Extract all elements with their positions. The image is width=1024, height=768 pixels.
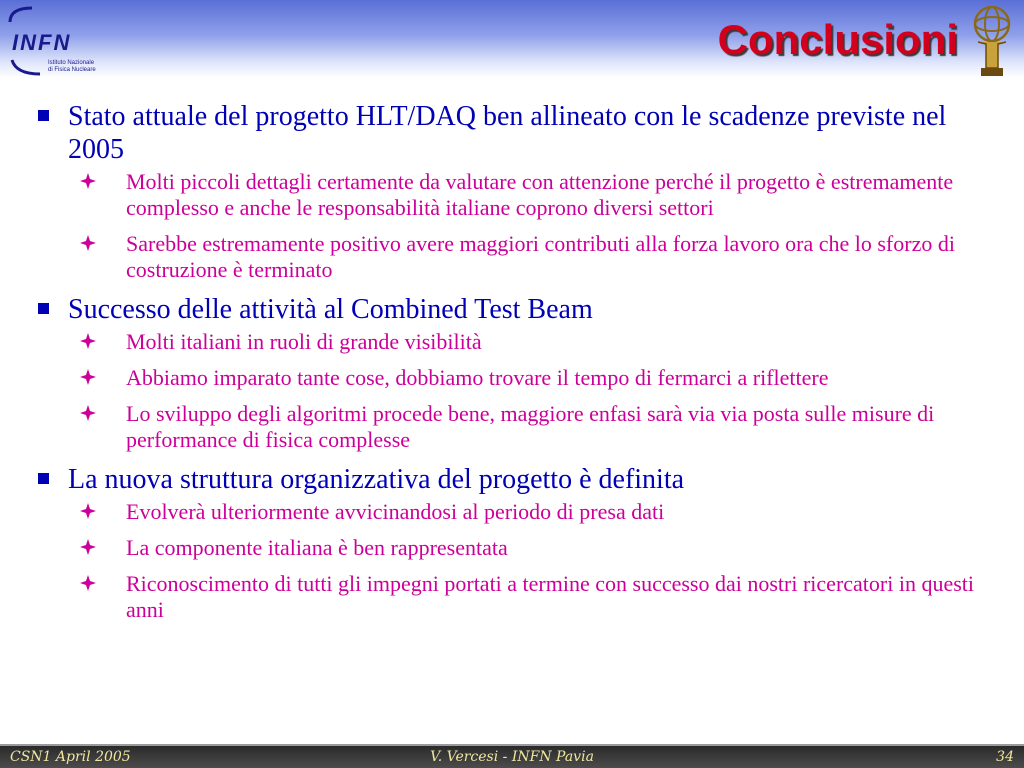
bullet-text: Abbiamo imparato tante cose, dobbiamo trovare il tempo di fermarci a riflettere	[126, 365, 829, 390]
diamond-bullet-icon	[80, 405, 96, 421]
diamond-bullet-icon	[80, 575, 96, 591]
bullet-text: Molti piccoli dettagli certamente da valutare con attenzione perché il progetto è estremamente complesso e anche le responsabilità italiane coprono diversi settori	[126, 169, 954, 220]
diamond-bullet-icon	[80, 503, 96, 519]
square-bullet-icon	[38, 473, 49, 484]
bullet-text: Molti italiani in ruoli di grande visibilità	[126, 329, 482, 354]
diamond-bullet-icon	[80, 369, 96, 385]
bullet-text: Sarebbe estremamente positivo avere maggiori contributi alla forza lavoro ora che lo sforzo di costruzione è terminato	[126, 231, 955, 282]
svg-text:di Fisica Nucleare: di Fisica Nucleare	[48, 67, 96, 73]
bullet-text: Successo delle attività al Combined Test Beam	[68, 294, 593, 325]
bullet-level2	[0, 571, 1024, 623]
footer-bar	[0, 744, 1024, 768]
footer-author: V. Vercesi - INFN Pavia	[430, 749, 594, 765]
bullet-level2	[0, 231, 1024, 283]
infn-logo-text: INFN	[12, 30, 72, 55]
bullet-level1	[0, 463, 1024, 496]
bullet-level1	[0, 100, 1024, 166]
diamond-bullet-icon	[80, 333, 96, 349]
bullet-level2	[0, 401, 1024, 453]
bullet-level2	[0, 365, 1024, 391]
bullet-text: Riconoscimento di tutti gli impegni portati a termine con successo dai nostri ricercatori in questi anni	[126, 571, 975, 622]
diamond-bullet-icon	[80, 173, 96, 189]
bullet-level2	[0, 329, 1024, 355]
diamond-bullet-icon	[80, 539, 96, 555]
svg-text:Istituto Nazionale: Istituto Nazionale	[48, 60, 95, 66]
bullet-level2	[0, 535, 1024, 561]
bullet-text: Evolverà ulteriormente avvicinandosi al periodo di presa dati	[126, 499, 665, 524]
slide-body	[0, 100, 1024, 633]
page-number: 34	[996, 749, 1014, 765]
infn-logo	[2, 4, 114, 76]
square-bullet-icon	[38, 303, 49, 314]
bullet-level2	[0, 169, 1024, 221]
diamond-bullet-icon	[80, 235, 96, 251]
bullet-text: La componente italiana è ben rappresentata	[126, 535, 508, 560]
slide-title: Conclusioni	[717, 16, 958, 63]
bullet-text: La nuova struttura organizzativa del progetto è definita	[68, 464, 685, 495]
footer-date: CSN1 April 2005	[10, 749, 131, 765]
bullet-level2	[0, 499, 1024, 525]
bullet-text: Lo sviluppo degli algoritmi procede bene, maggiore enfasi sarà via via posta sulle misure di performance di fisica complesse	[126, 401, 935, 452]
square-bullet-icon	[38, 110, 49, 121]
bullet-level1	[0, 293, 1024, 326]
bullet-text: Stato attuale del progetto HLT/DAQ ben allineato con le scadenze previste nel 2005	[68, 101, 947, 165]
atlas-figure-icon	[964, 2, 1020, 78]
